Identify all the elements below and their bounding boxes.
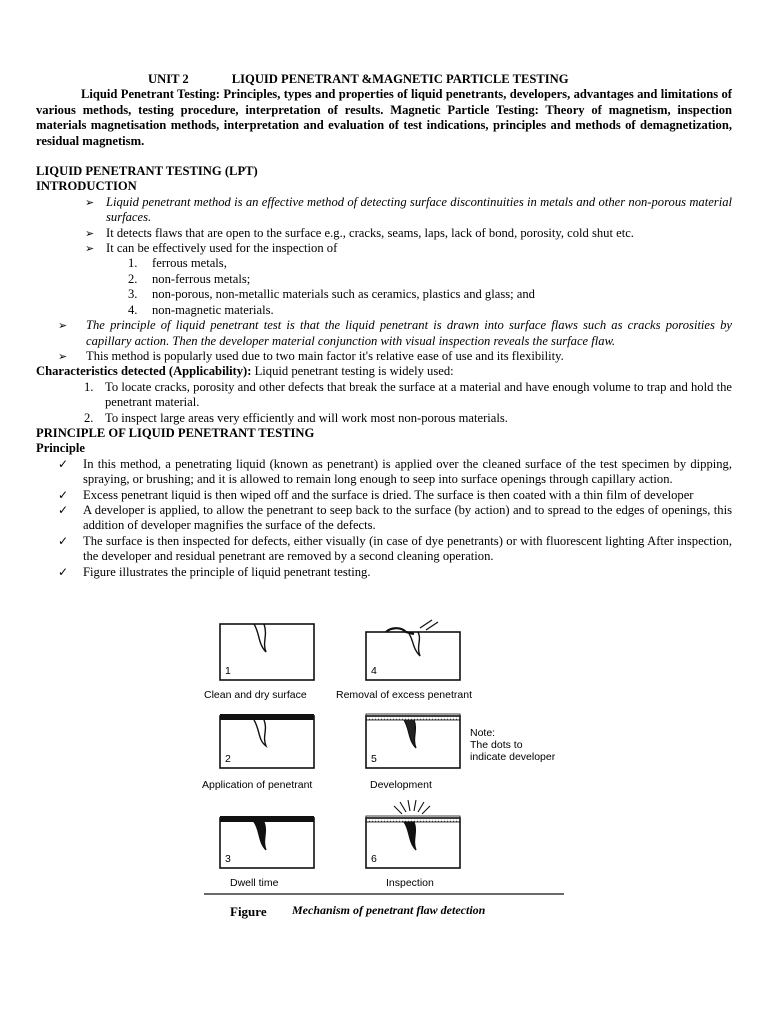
arrow-bullet-icon: ➢ — [58, 349, 68, 363]
section-subheading-introduction: INTRODUCTION — [36, 179, 137, 194]
list-item: 1. To locate cracks, porosity and other defects that break the surface at a material and have enough volume to trap and hold the penetrant material. — [84, 379, 732, 410]
step-number: 5 — [371, 753, 377, 765]
step-label: Removal of excess penetrant — [336, 689, 472, 701]
penetrant-figure — [200, 616, 568, 926]
list-item: ➢ This method is popularly used due to two main factor it's relative ease of use and its flexibility. — [58, 348, 564, 363]
step-label: Clean and dry surface — [204, 689, 307, 701]
step-1-diagram — [204, 624, 314, 701]
arrow-bullet-icon: ➢ — [85, 242, 95, 256]
section-subheading-principle: Principle — [36, 441, 85, 456]
svg-text:Note:: Note: — [470, 727, 496, 739]
checkmark-icon: ✓ — [58, 564, 69, 579]
unit-title: LIQUID PENETRANT &MAGNETIC PARTICLE TESTING — [231, 72, 569, 86]
step-label: Application of penetrant — [202, 779, 313, 791]
list-item: ➢ Liquid penetrant method is an effective method of detecting surface discontinuities in metals and other non-porous material surfaces. — [85, 194, 732, 225]
figure-caption: Mechanism of penetrant flaw detection — [292, 903, 486, 917]
section-heading-principle: PRINCIPLE OF LIQUID PENETRANT TESTING — [36, 425, 315, 440]
step-label: Dwell time — [230, 877, 279, 889]
arrow-bullet-icon: ➢ — [85, 195, 95, 209]
syllabus-paragraph: Liquid Penetrant Testing: Principles, types and properties of liquid penetrants, developers, advantages and limitations of various methods, testing procedure, interpretation of results. Magnetic Particle Testing: Theory of magnetism, inspection materials magnetisation methods, interpretation and evaluation of test indications, principles and methods of demagnetization, residual magnetism. — [36, 87, 732, 148]
figure-caption-label: Figure — [230, 904, 267, 919]
step-label: Inspection — [386, 877, 434, 889]
step-number: 1 — [225, 665, 231, 677]
step-2-diagram — [202, 714, 314, 791]
step-3-diagram — [220, 816, 314, 889]
list-item: ✓ The surface is then inspected for defects, either visually (in case of dye penetrants) or with fluorescent lighting After inspection, the developer and residual penetrant are removed by a second cleaning operation. — [58, 533, 732, 564]
svg-text:indicate developer: indicate developer — [470, 751, 556, 763]
list-item: 2. non-ferrous metals; — [128, 271, 251, 286]
checkmark-icon: ✓ — [58, 487, 69, 502]
developer-note — [470, 727, 556, 763]
step-number: 6 — [371, 853, 377, 865]
step-5-diagram — [366, 714, 460, 791]
arrow-bullet-icon: ➢ — [85, 226, 95, 240]
unit-label: UNIT 2 — [148, 72, 189, 86]
document-page — [36, 72, 732, 580]
list-item: ➢ The principle of liquid penetrant test is that the liquid penetrant is drawn into surface flaws such as cracks porosities by capillary action. Then the developer material conjunction with visual inspection reveals the surface flaw. — [58, 318, 732, 348]
arrow-bullet-icon: ➢ — [58, 319, 68, 333]
step-4-diagram — [336, 620, 472, 701]
list-item: 4. non-magnetic materials. — [128, 302, 274, 317]
step-number: 2 — [225, 753, 231, 765]
list-item: ➢ It detects flaws that are open to the surface e.g., cracks, seams, laps, lack of bond, porosity, cold shut etc. — [85, 225, 634, 240]
list-item: 3. non-porous, non-metallic materials such as ceramics, plastics and glass; and — [128, 287, 535, 302]
step-number: 4 — [371, 665, 377, 677]
svg-text:The dots to: The dots to — [470, 739, 523, 751]
document-title — [148, 72, 732, 87]
list-item: 2. To inspect large areas very efficiently and will work most non-porous materials. — [84, 410, 508, 425]
list-item: ✓ A developer is applied, to allow the penetrant to seep back to the surface (by action) and to spread to the edges of openings, this addition of developer magnifies the surface of the defects. — [58, 502, 732, 533]
checkmark-icon: ✓ — [58, 533, 69, 548]
list-item: ✓ Excess penetrant liquid is then wiped off and the surface is dried. The surface is then coated with a thin film of developer — [58, 487, 694, 502]
list-item: ✓ Figure illustrates the principle of liquid penetrant testing. — [58, 564, 371, 579]
list-item: ➢ It can be effectively used for the inspection of — [85, 241, 338, 256]
section-heading-lpt: LIQUID PENETRANT TESTING (LPT) — [36, 164, 258, 179]
list-item: ✓ In this method, a penetrating liquid (known as penetrant) is applied over the cleaned surface of the test specimen by dipping, spraying, or brushing; and it is allowed to remain long enough to seep into surface openings through capillary action. — [58, 456, 732, 487]
step-6-diagram — [366, 800, 460, 889]
checkmark-icon: ✓ — [58, 456, 69, 471]
checkmark-icon: ✓ — [58, 502, 69, 517]
inspection-light-icon — [394, 800, 430, 814]
list-item: 1. ferrous metals, — [128, 256, 227, 271]
step-label: Development — [370, 779, 432, 791]
characteristics-line: Characteristics detected (Applicability): Liquid penetrant testing is widely used: — [36, 364, 454, 379]
step-number: 3 — [225, 853, 231, 865]
